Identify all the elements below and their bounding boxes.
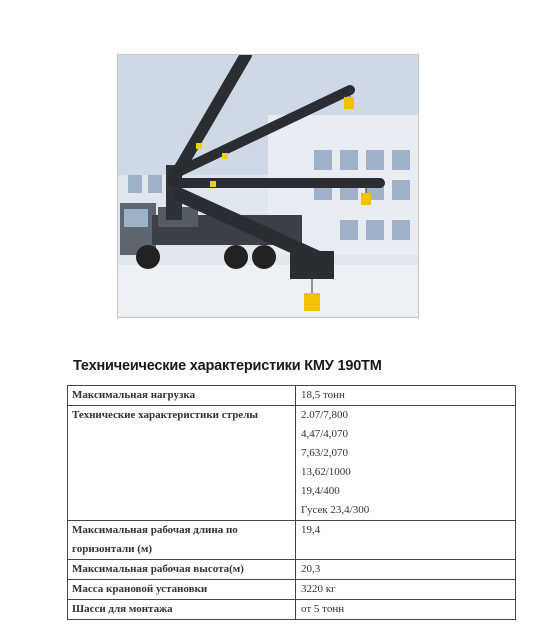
spec-label — [68, 600, 296, 620]
spec-row — [68, 521, 516, 560]
spec-label — [68, 406, 296, 521]
spec-label-line: Максимальная нагрузка — [72, 389, 196, 401]
crane-illustration — [118, 55, 418, 317]
spec-value — [296, 386, 516, 406]
spec-row — [68, 560, 516, 580]
crane-photo — [117, 54, 419, 318]
spec-value — [296, 600, 516, 620]
spec-value — [296, 560, 516, 580]
spec-value-line: 18,5 тонн — [301, 389, 345, 401]
spec-value-line: 20,3 — [301, 563, 321, 575]
spec-value — [296, 406, 516, 521]
spec-value-line: от 5 тонн — [301, 603, 345, 615]
spec-label — [68, 386, 296, 406]
spec-row — [68, 406, 516, 521]
spec-label-line: Технические характеристики стрелы — [72, 409, 258, 421]
spec-value-line: Гусек 23,4/300 — [301, 504, 370, 516]
spec-value-line: 19,4/400 — [301, 485, 340, 497]
spec-label-line: Максимальная рабочая длина по — [72, 524, 238, 536]
spec-value-line: 4,47/4,070 — [301, 428, 349, 440]
specs-table — [67, 385, 516, 620]
spec-label-line: горизонтали (м) — [72, 543, 153, 555]
spec-label — [68, 521, 296, 560]
spec-row — [68, 600, 516, 620]
spec-label — [68, 560, 296, 580]
spec-value-line: 3220 кг — [301, 583, 336, 595]
spec-row — [68, 386, 516, 406]
spec-label-line: Максимальная рабочая высота(м) — [72, 563, 244, 575]
page-title: Техничеические характеристики КМУ 190ТМ — [73, 358, 382, 374]
spec-value — [296, 521, 516, 560]
spec-value-line: 13,62/1000 — [301, 466, 351, 478]
spec-value-line: 2.07/7,800 — [301, 409, 349, 421]
spec-value — [296, 580, 516, 600]
spec-label-line: Масса крановой установки — [72, 583, 208, 595]
spec-label-line: Шасси для монтажа — [72, 603, 173, 615]
spec-value-line: 19,4 — [301, 524, 321, 536]
spec-label — [68, 580, 296, 600]
spec-row — [68, 580, 516, 600]
spec-value-line: 7,63/2,070 — [301, 447, 349, 459]
